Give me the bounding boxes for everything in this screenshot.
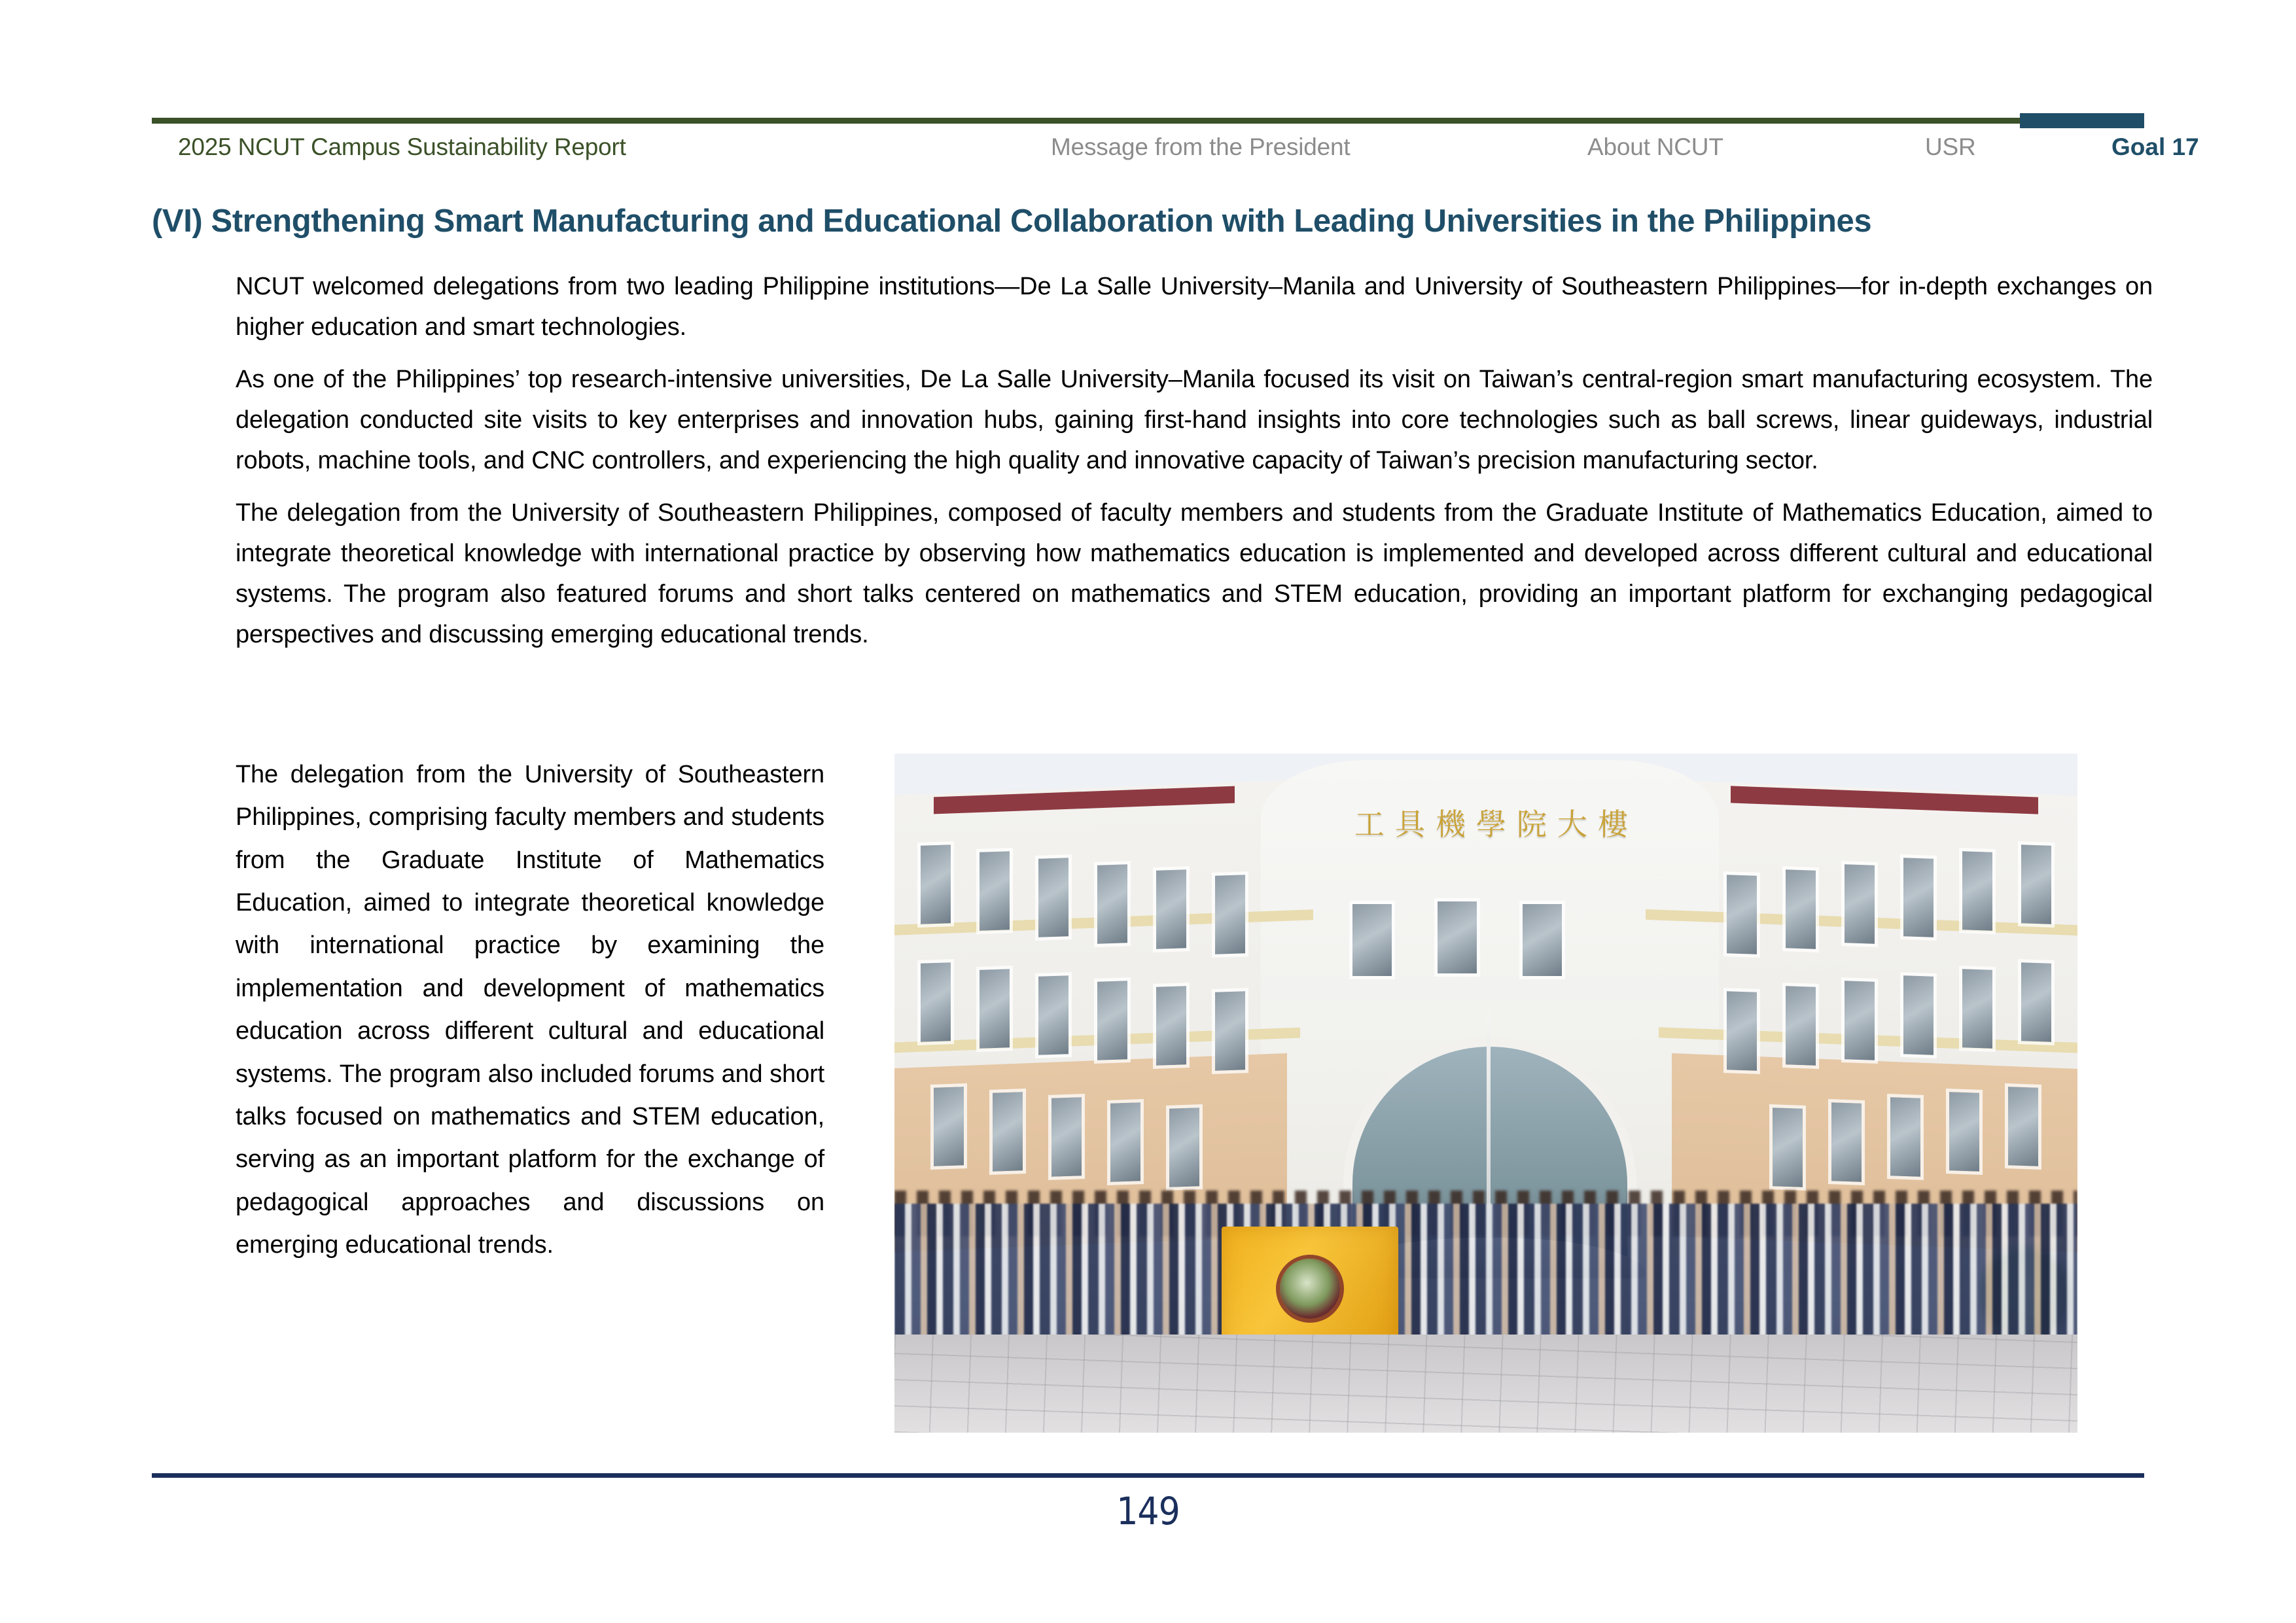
nav-item-usr[interactable]: USR [1925, 133, 1976, 160]
photo-window [1727, 875, 1757, 954]
photo-window [1962, 969, 1992, 1049]
delegation-group-photo [894, 754, 2077, 1433]
section-heading: (VI) Strengthening Smart Manufacturing and Educational Collaboration with Leading Universities in the Philippines [152, 203, 1872, 239]
photo-window [993, 1092, 1023, 1172]
header-top-rule [152, 118, 2144, 124]
header-active-tab-bar [2020, 113, 2144, 128]
photo-window [1156, 869, 1186, 949]
photo-crowd [894, 1204, 2077, 1354]
header-navigation [152, 133, 2199, 173]
photo-window [1097, 864, 1127, 944]
photo-paved-ground [894, 1335, 2077, 1433]
photo-window [2021, 962, 2051, 1042]
photo-window [980, 969, 1010, 1049]
body-text-column [236, 267, 2153, 655]
nav-item-message-from-the-president[interactable]: Message from the President [1051, 133, 1351, 160]
photo-window [1845, 981, 1875, 1060]
photo-window [1890, 1097, 1920, 1177]
photo-window [2008, 1087, 2038, 1166]
report-title: 2025 NCUT Campus Sustainability Report [178, 133, 626, 160]
nav-item-goal-17[interactable]: Goal 17 [2111, 133, 2199, 160]
footer-rule [152, 1473, 2144, 1478]
photo-window [1038, 858, 1069, 937]
lower-section [236, 754, 2153, 1440]
photo-window [921, 845, 951, 924]
photo-window [2021, 845, 2051, 924]
nav-item-about-ncut[interactable]: About NCUT [1587, 133, 1723, 160]
photo-window [1831, 1102, 1862, 1182]
photo-window [1352, 904, 1392, 976]
photo-window [1962, 851, 1992, 931]
photo-window [1903, 975, 1934, 1055]
photo-window [1949, 1092, 1979, 1172]
photo-university-flag [1222, 1227, 1398, 1351]
photo-window [1786, 986, 1816, 1066]
building-sign-text: 工具機學院大樓 [1354, 807, 1638, 842]
page-number: 149 [1116, 1489, 1180, 1533]
photo-window [1038, 975, 1069, 1055]
photo-window [1097, 981, 1127, 1060]
body-paragraph-1: NCUT welcomed delegations from two leading Philippine institutions—De La Salle University–Manila and University of Southeastern Philippines—for in-depth exchanges on higher education and smart technologies. [236, 273, 2153, 341]
photo-window [934, 1087, 964, 1166]
body-paragraph-2: As one of the Philippines’ top research-intensive universities, De La Salle University–Manila focused its visit on Taiwan’s central-region smart manufacturing ecosystem. The delegation conducted site visits to key enterprises and innovation hubs, gaining first-hand insights into core technologies such as ball screws, linear guideways, industrial robots, machine tools, and CNC controllers, and experiencing the high quality and innovative capacity of Taiwan’s precision manufacturing sector. [236, 365, 2153, 474]
photo-window [1845, 864, 1875, 944]
body-paragraph-3: The delegation from the University of Southeastern Philippines, composed of faculty members and students from the Graduate Institute of Mathematics Education, aimed to integrate theoretical knowledge with international practice by observing how mathematics education is implemented and developed across different cultural and educational systems. The program also featured forums and short talks centered on mathematics and STEM education, providing an important platform for exchanging pedagogical perspectives and discussing emerging educational trends. [236, 498, 2153, 648]
photo-window [1786, 869, 1816, 949]
photo-window [1215, 875, 1245, 954]
lower-caption-text: The delegation from the University of Southeastern Philippines, comprising faculty members and students from the Graduate Institute of Mathematics Education, aimed to integrate theoretical knowledge with international practice by examining the implementation and development of mathematics education across different cultural and educational systems. The program also included forums and short talks focused on mathematics and STEM education, serving as an important platform for the exchange of pedagogical approaches and discussions on emerging educational trends. [236, 761, 824, 1259]
photo-window [1169, 1108, 1199, 1187]
photo-window [1727, 991, 1757, 1071]
photo-window [1773, 1108, 1803, 1187]
photo-window [921, 962, 951, 1042]
page-header [152, 118, 2199, 177]
photo-window [1110, 1102, 1140, 1182]
photo-window [1523, 904, 1562, 976]
photo-window [980, 851, 1010, 931]
photo-window [1215, 991, 1245, 1071]
photo-university-seal [1280, 1259, 1340, 1319]
photo-window [1438, 901, 1477, 973]
photo-window [1903, 858, 1934, 937]
photo-window [1051, 1097, 1082, 1177]
photo-window [1156, 986, 1186, 1066]
